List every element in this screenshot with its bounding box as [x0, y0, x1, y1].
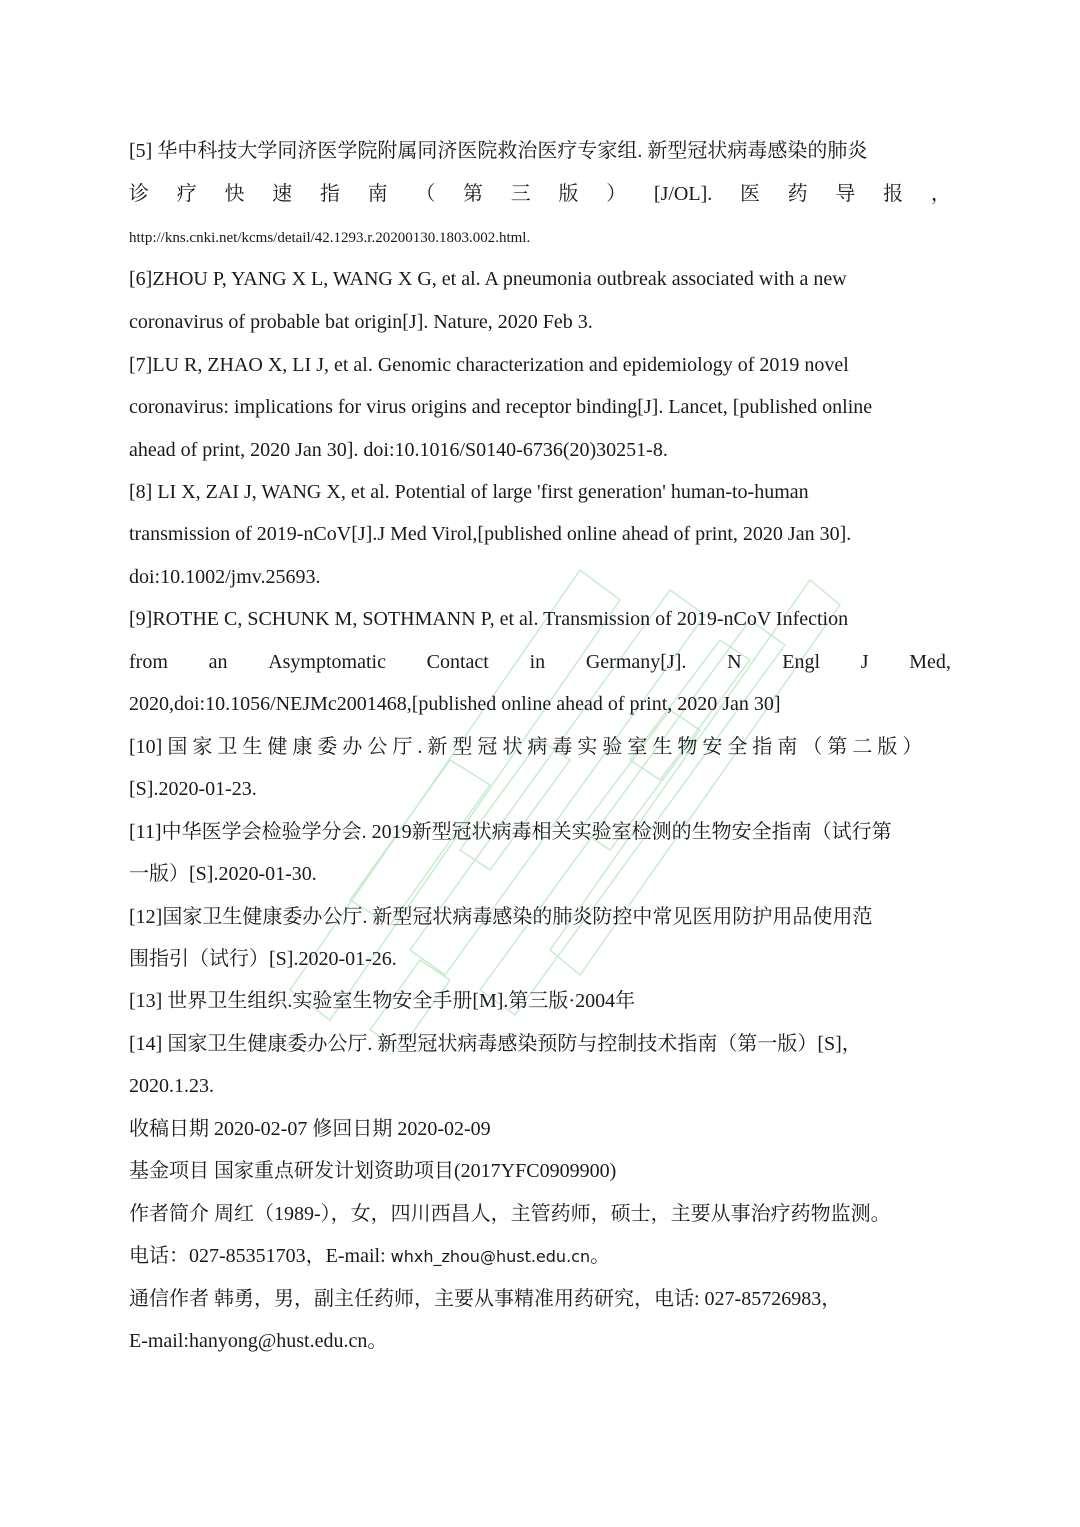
ref13-line1: [13] 世界卫生组织.实验室生物安全手册[M].第三版·2004年 [129, 990, 636, 1012]
word: in [529, 651, 546, 673]
ref14-line1: [14] 国家卫生健康委办公厅. 新型冠状病毒感染预防与控制技术指南（第一版）[S]， [129, 1033, 862, 1055]
word: 诊 [129, 183, 149, 205]
ref8-line3: doi:10.1002/jmv.25693. [129, 566, 321, 588]
corresponding-author: 通信作者 韩勇，男，副主任药师，主要从事精准用药研究，电话: 027-85726983， [129, 1288, 842, 1310]
word: 医 [739, 183, 760, 205]
ref5-url: http://kns.cnki.net/kcms/detail/42.1293.r.20200130.1803.002.html. [129, 230, 531, 246]
phone-suffix: 。 [590, 1245, 611, 1267]
author-intro: 作者简介 周红（1989-），女，四川西昌人，主管药师，硕士，主要从事治疗药物监测。 [129, 1203, 891, 1225]
word: 报 [883, 183, 904, 205]
ref7-line2: coronavirus: implications for virus origins and receptor binding[J]. Lancet, [published online [129, 396, 873, 418]
word: N [727, 651, 742, 673]
word: 速 [272, 183, 293, 205]
word: Asymptomatic [268, 651, 386, 673]
ref11-line1: [11]中华医学会检验学分会. 2019新型冠状病毒相关实验室检测的生物安全指南（试行第 [129, 821, 892, 843]
word: 三 [510, 183, 531, 205]
ref7-line3: ahead of print, 2020 Jan 30]. doi:10.1016/S0140-6736(20)30251-8. [129, 439, 668, 461]
fund-project: 基金项目 国家重点研发计划资助项目(2017YFC0909900) [129, 1160, 617, 1182]
contact-line [129, 1246, 610, 1266]
ref8-line1: [8] LI X, ZAI J, WANG X, et al. Potential of large 'first generation' human-to-human [129, 481, 809, 503]
word: ） [606, 183, 627, 205]
word: Germany[J]. [585, 651, 687, 673]
word: from [129, 651, 168, 673]
received-dates: 收稿日期 2020-02-07 修回日期 2020-02-09 [129, 1118, 491, 1140]
ref5-line1: [5] 华中科技大学同济医学院附属同济医院救治医疗专家组. 新型冠状病毒感染的肺炎 [129, 140, 868, 162]
ref10-line2: [S].2020-01-23. [129, 778, 257, 800]
word: J [860, 651, 869, 673]
ref12-line2: 围指引（试行）[S].2020-01-26. [129, 948, 397, 970]
ref7-line1: [7]LU R, ZHAO X, LI J, et al. Genomic characterization and epidemiology of 2019 novel [129, 354, 849, 376]
ref9-line2 [129, 652, 951, 672]
word: 第 [463, 183, 484, 205]
word: 快 [224, 183, 245, 205]
word: 南 [367, 183, 388, 205]
word: Med, [909, 651, 951, 673]
word: Contact [426, 651, 489, 673]
word: [J/OL]. [653, 183, 713, 205]
word: 疗 [176, 183, 197, 205]
author-email: whxh_zhou@hust.edu.cn [390, 1247, 591, 1266]
ref8-line2: transmission of 2019-nCoV[J].J Med Virol,[published online ahead of print, 2020 Jan 30]. [129, 523, 852, 545]
word: an [208, 651, 228, 673]
word: 版 [558, 183, 579, 205]
ref10-line1: [10] 国 家 卫 生 健 康 委 办 公 厅 . 新 型 冠 状 病 毒 实 验 室 生 物 安 全 指 南 （ 第 二 版 ） [129, 736, 923, 758]
ref11-line2: 一版）[S].2020-01-30. [129, 863, 317, 885]
ref6-line2: coronavirus of probable bat origin[J]. Nature, 2020 Feb 3. [129, 311, 593, 333]
word: （ [415, 183, 436, 205]
phone-text: 电话：027-85351703，E-mail: [129, 1245, 391, 1267]
ref9-line1: [9]ROTHE C, SCHUNK M, SOTHMANN P, et al. Transmission of 2019-nCoV Infection [129, 608, 849, 630]
word: Engl [782, 651, 821, 673]
ref5-line2 [129, 184, 951, 204]
word: 指 [319, 183, 340, 205]
ref6-line1: [6]ZHOU P, YANG X L, WANG X G, et al. A pneumonia outbreak associated with a new [129, 268, 847, 290]
word: 导 [835, 183, 856, 205]
word: 药 [787, 183, 808, 205]
ref12-line1: [12]国家卫生健康委办公厅. 新型冠状病毒感染的肺炎防控中常见医用防护用品使用范 [129, 906, 873, 928]
ref9-line3: 2020,doi:10.1056/NEJMc2001468,[published online ahead of print, 2020 Jan 30] [129, 693, 781, 715]
corresponding-email: E-mail:hanyong@hust.edu.cn。 [129, 1330, 388, 1352]
ref14-line2: 2020.1.23. [129, 1075, 214, 1097]
word: ， [930, 183, 951, 205]
